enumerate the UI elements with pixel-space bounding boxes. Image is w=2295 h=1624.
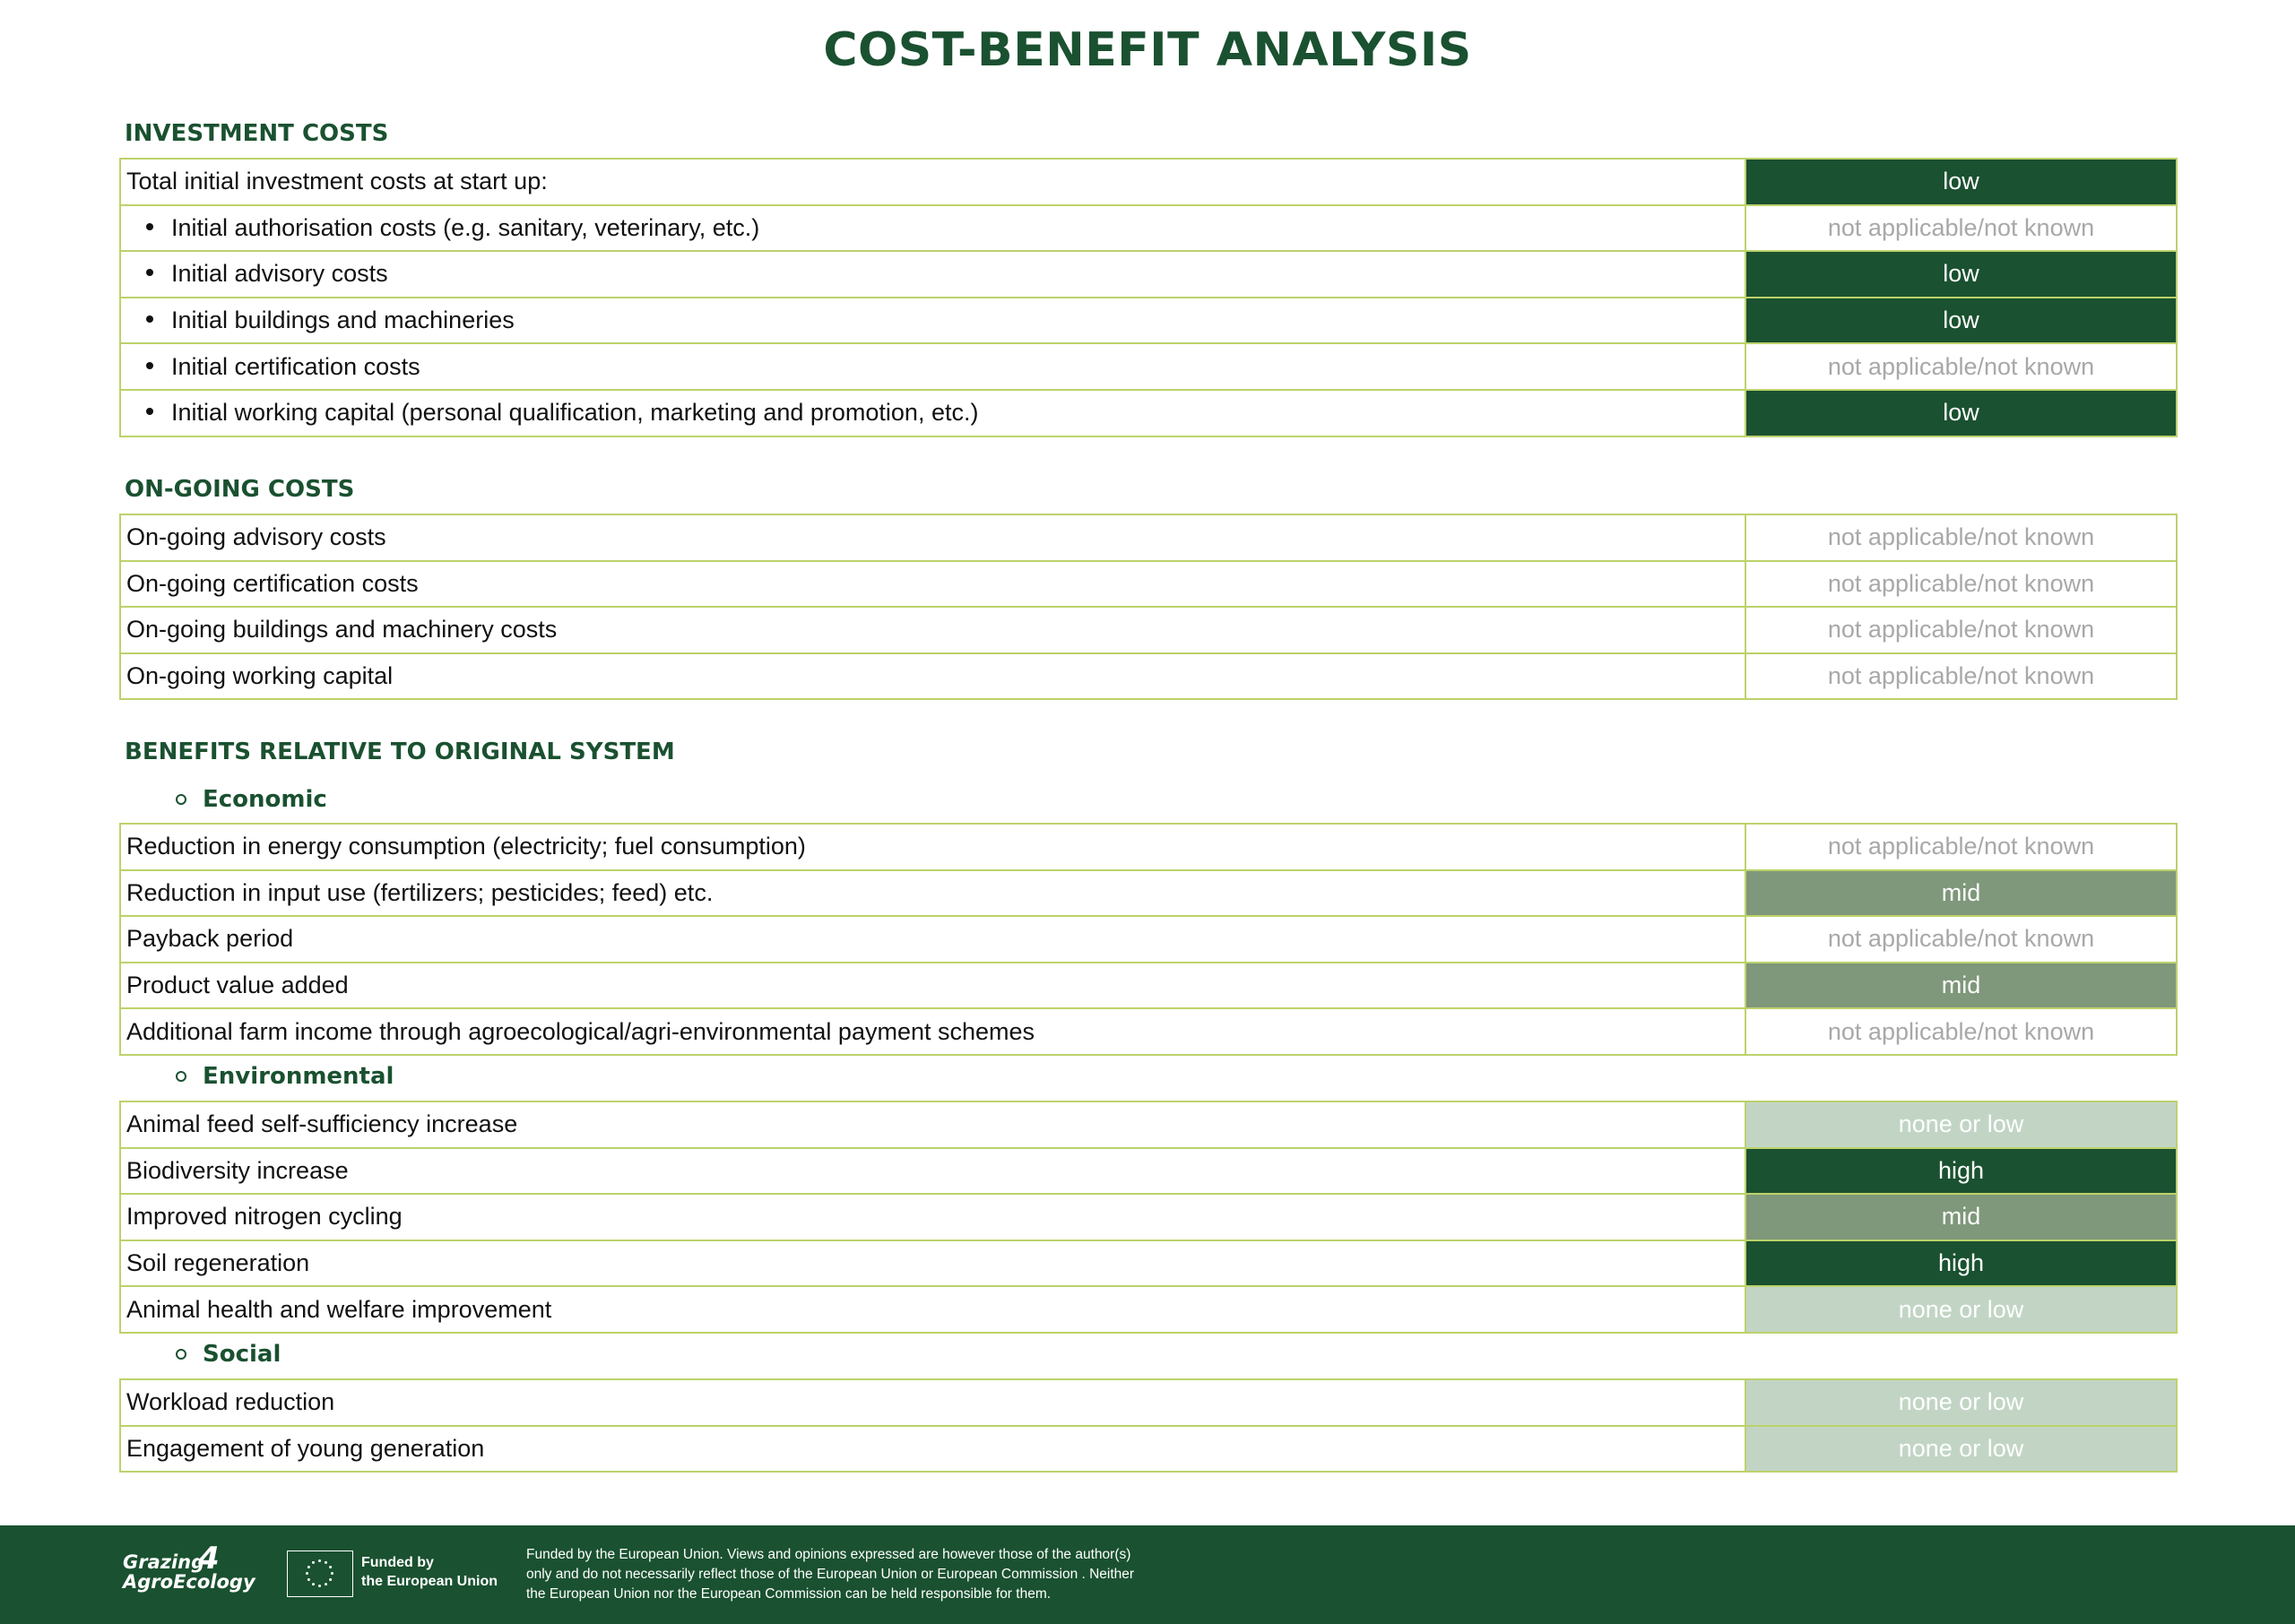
rating-value: not applicable/not known <box>1745 653 2177 700</box>
table-row <box>120 1008 2177 1055</box>
row-label: Additional farm income through agroecological/agri-environmental payment schemes <box>120 1008 1745 1055</box>
table-row <box>120 653 2177 700</box>
bullet-icon <box>146 408 153 415</box>
subheading-environmental: Environmental <box>176 1059 394 1093</box>
bullet-icon <box>146 362 153 369</box>
rating-value: low <box>1745 159 2177 205</box>
rating-value: none or low <box>1745 1379 2177 1426</box>
table-row <box>120 963 2177 1009</box>
row-label: Initial buildings and machineries <box>171 307 515 334</box>
table-row <box>120 159 2177 205</box>
circle-bullet-icon <box>176 794 186 805</box>
row-label: On-going working capital <box>120 653 1745 700</box>
row-label: Initial authorisation costs (e.g. sanitary, veterinary, etc.) <box>171 213 760 241</box>
row-label: Total initial investment costs at start up: <box>120 159 1745 205</box>
investment-costs-table <box>119 158 2178 437</box>
rating-value: high <box>1745 1148 2177 1195</box>
row-label: Reduction in energy consumption (electricity; fuel consumption) <box>120 824 1745 870</box>
social-benefits-table <box>119 1378 2178 1473</box>
row-label: On-going advisory costs <box>120 514 1745 561</box>
row-label: Biodiversity increase <box>120 1148 1745 1195</box>
rating-value: not applicable/not known <box>1745 1008 2177 1055</box>
rating-value: not applicable/not known <box>1745 514 2177 561</box>
table-row <box>120 824 2177 870</box>
table-row <box>120 1240 2177 1287</box>
table-row <box>120 1148 2177 1195</box>
table-row <box>120 514 2177 561</box>
bullet-icon <box>146 315 153 323</box>
section-heading-ongoing: ON-GOING COSTS <box>125 476 355 503</box>
row-label: On-going buildings and machinery costs <box>120 607 1745 653</box>
eu-funding-label: Funded by the European Union <box>361 1555 498 1589</box>
table-row <box>120 916 2177 963</box>
subheading-social: Social <box>176 1337 281 1371</box>
row-label: Soil regeneration <box>120 1240 1745 1287</box>
table-row <box>120 298 2177 344</box>
subheading-economic: Economic <box>176 782 327 816</box>
table-row <box>120 251 2177 298</box>
table-row <box>120 1101 2177 1148</box>
environmental-benefits-table <box>119 1101 2178 1334</box>
row-label: Initial certification costs <box>171 352 420 380</box>
row-label: On-going certification costs <box>120 561 1745 608</box>
rating-value: not applicable/not known <box>1745 205 2177 252</box>
section-heading-investment: INVESTMENT COSTS <box>125 120 389 147</box>
page-title: COST-BENEFIT ANALYSIS <box>823 23 1472 77</box>
table-row <box>120 1426 2177 1473</box>
row-label: Reduction in input use (fertilizers; pesticides; feed) etc. <box>120 870 1745 917</box>
rating-value: none or low <box>1745 1426 2177 1473</box>
table-row <box>120 390 2177 436</box>
eu-flag-icon <box>287 1551 353 1597</box>
row-label: Workload reduction <box>120 1379 1745 1426</box>
table-row <box>120 343 2177 390</box>
table-row <box>120 870 2177 917</box>
table-row <box>120 1379 2177 1426</box>
section-heading-benefits: BENEFITS RELATIVE TO ORIGINAL SYSTEM <box>125 739 675 765</box>
row-label: Product value added <box>120 963 1745 1009</box>
rating-value: none or low <box>1745 1101 2177 1148</box>
row-label: Initial advisory costs <box>171 260 388 288</box>
circle-bullet-icon <box>176 1349 186 1360</box>
rating-value: not applicable/not known <box>1745 561 2177 608</box>
rating-value: none or low <box>1745 1286 2177 1333</box>
table-row <box>120 1286 2177 1333</box>
rating-value: mid <box>1745 1194 2177 1240</box>
table-row <box>120 561 2177 608</box>
rating-value: not applicable/not known <box>1745 607 2177 653</box>
footer-bar <box>0 1525 2295 1624</box>
rating-value: mid <box>1745 963 2177 1009</box>
rating-value: not applicable/not known <box>1745 824 2177 870</box>
rating-value: low <box>1745 251 2177 298</box>
rating-value: not applicable/not known <box>1745 343 2177 390</box>
economic-benefits-table <box>119 823 2178 1056</box>
circle-bullet-icon <box>176 1071 186 1082</box>
table-row <box>120 205 2177 252</box>
row-label: Animal health and welfare improvement <box>120 1286 1745 1333</box>
rating-value: low <box>1745 298 2177 344</box>
rating-value: high <box>1745 1240 2177 1287</box>
grazing4agroecology-logo: Grazing 4 AgroEcology <box>123 1541 255 1593</box>
rating-value: low <box>1745 390 2177 436</box>
ongoing-costs-table <box>119 514 2178 700</box>
row-label: Engagement of young generation <box>120 1426 1745 1473</box>
row-label: Initial working capital (personal qualification, marketing and promotion, etc.) <box>171 399 979 427</box>
bullet-icon <box>146 223 153 230</box>
table-row <box>120 1194 2177 1240</box>
row-label: Improved nitrogen cycling <box>120 1194 1745 1240</box>
rating-value: mid <box>1745 870 2177 917</box>
bullet-icon <box>146 269 153 276</box>
rating-value: not applicable/not known <box>1745 916 2177 963</box>
row-label: Payback period <box>120 916 1745 963</box>
funding-disclaimer: Funded by the European Union. Views and opinions expressed are however those of the author(s) only and do not necessarily reflect those of the European Union or European Commission . Neither the European Union nor the European Commission can be held responsible for them. <box>526 1547 1135 1602</box>
row-label: Animal feed self-sufficiency increase <box>120 1101 1745 1148</box>
table-row <box>120 607 2177 653</box>
